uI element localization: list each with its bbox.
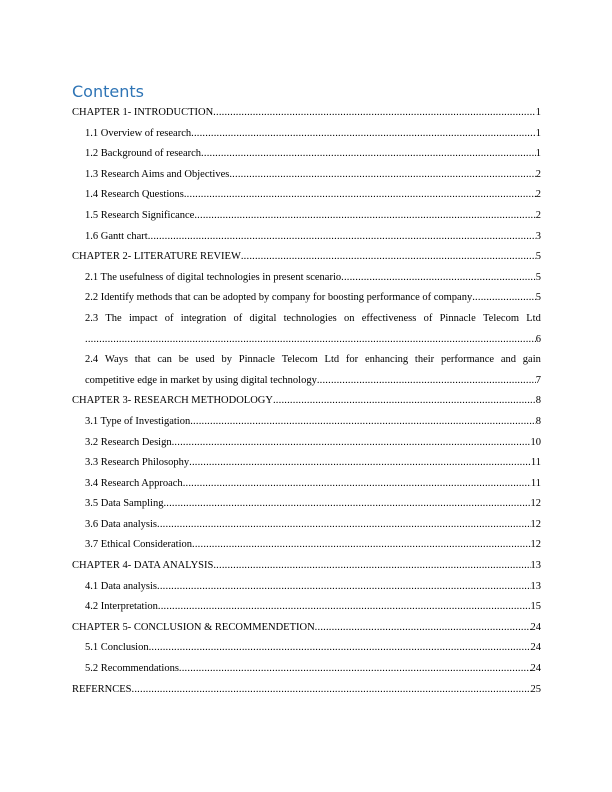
toc-entry-word: by bbox=[221, 354, 232, 366]
toc-page-number: 5 bbox=[535, 271, 541, 283]
toc-leader-dots bbox=[148, 227, 536, 248]
toc-leader-dots bbox=[192, 535, 530, 556]
toc-leader-dots bbox=[157, 515, 530, 536]
toc-entry-text-cont: competitive edge in market by using digital technology bbox=[85, 374, 317, 386]
toc-leader-dots bbox=[85, 330, 536, 351]
toc-section-entry[interactable] bbox=[72, 185, 541, 206]
toc-entry-word: enhancing bbox=[364, 354, 409, 366]
toc-section-entry[interactable] bbox=[72, 412, 541, 433]
toc-page-number: 12 bbox=[530, 518, 541, 530]
toc-page-number: 8 bbox=[535, 395, 541, 407]
toc-section-entry[interactable] bbox=[72, 165, 541, 186]
toc-page-number: 24 bbox=[530, 663, 541, 675]
toc-page-number: 24 bbox=[530, 621, 541, 633]
toc-leader-dots bbox=[189, 453, 531, 474]
toc-entry-text: 1.6 Gantt chart bbox=[85, 230, 148, 242]
toc-entry-word: can bbox=[157, 354, 172, 366]
toc-entry-word: Telecom bbox=[482, 312, 519, 324]
toc-page-number: 7 bbox=[535, 374, 541, 386]
toc-page-number: 2 bbox=[535, 189, 541, 201]
toc-leader-dots bbox=[149, 638, 531, 659]
toc-entry-text: 3.5 Data Sampling bbox=[85, 498, 164, 510]
toc-leader-dots bbox=[341, 268, 536, 289]
toc-page-number: 24 bbox=[530, 642, 541, 654]
toc-entry-text: REFERNCES bbox=[72, 683, 132, 695]
toc-entry-text: CHAPTER 2- LITERATURE REVIEW bbox=[72, 251, 241, 263]
toc-leader-dots bbox=[184, 185, 536, 206]
toc-leader-dots bbox=[273, 391, 536, 412]
toc-leader-dots bbox=[158, 597, 531, 618]
toc-section-entry[interactable] bbox=[72, 124, 541, 145]
toc-chapter-entry[interactable] bbox=[72, 247, 541, 268]
toc-leader-dots bbox=[183, 474, 531, 495]
toc-entry-word: on bbox=[343, 312, 355, 324]
toc-leader-dots bbox=[191, 124, 536, 145]
toc-page-number: 10 bbox=[530, 436, 541, 448]
toc-entry-text: 4.2 Interpretation bbox=[85, 601, 158, 613]
toc-entry-word: 2.3 bbox=[85, 312, 99, 324]
toc-section-entry[interactable] bbox=[72, 288, 541, 309]
toc-chapter-entry[interactable] bbox=[72, 391, 541, 412]
toc-entry-word: that bbox=[134, 354, 151, 366]
toc-leader-dots bbox=[315, 618, 531, 639]
toc-entry-word: Telecom bbox=[281, 354, 318, 366]
toc-leader-dots bbox=[317, 371, 536, 392]
toc-entry-text: CHAPTER 3- RESEARCH METHODOLOGY bbox=[72, 395, 273, 407]
toc-leader-dots bbox=[190, 412, 536, 433]
toc-page-number: 1 bbox=[535, 148, 541, 160]
toc-entry-word: be bbox=[178, 354, 189, 366]
toc-entry-word: 2.4 bbox=[85, 354, 99, 366]
toc-entry-text: 1.3 Research Aims and Objectives bbox=[85, 168, 230, 180]
toc-chapter-entry[interactable] bbox=[72, 103, 541, 124]
toc-section-entry[interactable] bbox=[72, 268, 541, 289]
toc-page-number: 12 bbox=[530, 498, 541, 510]
toc-leader-dots bbox=[132, 680, 531, 701]
toc-page-number: 3 bbox=[535, 230, 541, 242]
toc-entry-text: 5.1 Conclusion bbox=[85, 642, 149, 654]
toc-entry[interactable] bbox=[72, 350, 541, 391]
toc-section-entry[interactable] bbox=[72, 453, 541, 474]
toc-leader-dots bbox=[229, 165, 535, 186]
toc-section-entry[interactable] bbox=[72, 659, 541, 680]
toc-entry-word: used bbox=[195, 354, 215, 366]
toc-page-number: 1 bbox=[535, 127, 541, 139]
toc-entry-word: of bbox=[423, 312, 433, 324]
toc-entry-word: digital bbox=[249, 312, 277, 324]
toc-entry-text: 3.1 Type of Investigation bbox=[85, 415, 191, 427]
toc-entry-word: gain bbox=[522, 354, 541, 366]
toc-entry-word: for bbox=[345, 354, 359, 366]
toc-page-number: 8 bbox=[535, 415, 541, 427]
toc-leader-dots bbox=[213, 103, 536, 124]
toc-page-number: 2 bbox=[535, 168, 541, 180]
toc-page-number: 25 bbox=[530, 683, 541, 695]
toc-section-entry[interactable] bbox=[72, 638, 541, 659]
toc-entry-word: and bbox=[500, 354, 516, 366]
toc-entry-text: 3.4 Research Approach bbox=[85, 477, 183, 489]
toc-page-number: 13 bbox=[530, 560, 541, 572]
toc-entry-word: Pinnacle bbox=[439, 312, 476, 324]
toc-leader-dots bbox=[241, 247, 536, 268]
toc-entry-word: Ltd bbox=[324, 354, 340, 366]
toc-entry-text: 3.6 Data analysis bbox=[85, 518, 158, 530]
toc-leader-dots bbox=[472, 288, 536, 309]
toc-section-entry[interactable] bbox=[72, 577, 541, 598]
toc-leader-dots bbox=[194, 206, 535, 227]
toc-section-entry[interactable] bbox=[72, 206, 541, 227]
toc-entry-word: effectiveness bbox=[361, 312, 417, 324]
toc-entry-text: CHAPTER 1- INTRODUCTION bbox=[72, 107, 214, 118]
toc-entry[interactable] bbox=[72, 309, 541, 350]
toc-entry-text: 1.4 Research Questions bbox=[85, 189, 184, 201]
toc-page-number: 1 bbox=[535, 107, 541, 118]
toc-page-number: 2 bbox=[535, 209, 541, 221]
toc-section-entry[interactable] bbox=[72, 535, 541, 556]
toc-chapter-entry[interactable] bbox=[72, 680, 541, 701]
toc-entry-word: of bbox=[233, 312, 243, 324]
toc-entry-word: The bbox=[105, 312, 122, 324]
toc-entry-word: Ltd bbox=[526, 312, 541, 324]
toc-entry-text bbox=[85, 309, 541, 330]
toc-page-number: 5 bbox=[535, 292, 541, 304]
toc-entry-word: Ways bbox=[104, 354, 128, 366]
toc-leader-dots bbox=[179, 659, 531, 680]
toc-entry-text: 1.2 Background of research bbox=[85, 148, 202, 160]
toc-entry-text: 1.5 Research Significance bbox=[85, 209, 195, 221]
toc-section-entry[interactable] bbox=[72, 433, 541, 454]
toc-chapter-entry[interactable] bbox=[72, 556, 541, 577]
toc-entry-word: their bbox=[414, 354, 435, 366]
toc-page-number: 6 bbox=[535, 333, 541, 345]
toc-leader-dots bbox=[157, 577, 530, 598]
toc-entry-word: technologies bbox=[283, 312, 337, 324]
toc-chapter-entry[interactable] bbox=[72, 618, 541, 639]
toc-entry-text: 1.1 Overview of research bbox=[85, 127, 192, 139]
toc-leader-dots bbox=[201, 144, 536, 165]
toc-leader-dots bbox=[213, 556, 530, 577]
toc-list bbox=[72, 103, 541, 700]
toc-entry-text: 2.1 The usefulness of digital technologies in present scenario bbox=[85, 271, 342, 283]
toc-page-number: 15 bbox=[530, 601, 541, 613]
toc-leader-dots bbox=[172, 433, 531, 454]
toc-section-entry[interactable] bbox=[72, 227, 541, 248]
toc-page-number: 13 bbox=[530, 580, 541, 592]
toc-entry-text: 3.3 Research Philosophy bbox=[85, 457, 190, 469]
toc-section-entry[interactable] bbox=[72, 494, 541, 515]
toc-entry-text: 2.2 Identify methods that can be adopted by company for boosting performance of company bbox=[85, 292, 473, 304]
toc-entry-text: 4.1 Data analysis bbox=[85, 580, 158, 592]
toc-entry-word: of bbox=[164, 312, 174, 324]
toc-title: Contents bbox=[72, 82, 144, 101]
toc-section-entry[interactable] bbox=[72, 515, 541, 536]
toc-page-number: 11 bbox=[530, 457, 541, 469]
toc-entry-text bbox=[85, 350, 541, 371]
toc-section-entry[interactable] bbox=[72, 474, 541, 495]
toc-entry-word: performance bbox=[440, 354, 495, 366]
toc-entry-text: 3.7 Ethical Consideration bbox=[85, 539, 193, 551]
toc-page-number: 5 bbox=[535, 251, 541, 263]
toc-page-number: 11 bbox=[530, 477, 541, 489]
toc-page bbox=[72, 82, 541, 700]
toc-entry-word: Pinnacle bbox=[238, 354, 275, 366]
toc-entry-word: integration bbox=[180, 312, 227, 324]
toc-section-entry[interactable] bbox=[72, 144, 541, 165]
toc-entry-text: 5.2 Recommendations bbox=[85, 663, 179, 675]
toc-section-entry[interactable] bbox=[72, 597, 541, 618]
toc-entry-word: impact bbox=[128, 312, 158, 324]
toc-page-number: 12 bbox=[530, 539, 541, 551]
toc-entry-text: 3.2 Research Design bbox=[85, 436, 172, 448]
toc-entry-text: CHAPTER 4- DATA ANALYSIS bbox=[72, 560, 214, 572]
toc-leader-dots bbox=[163, 494, 530, 515]
toc-entry-text: CHAPTER 5- CONCLUSION & RECOMMENDETION bbox=[72, 621, 315, 633]
